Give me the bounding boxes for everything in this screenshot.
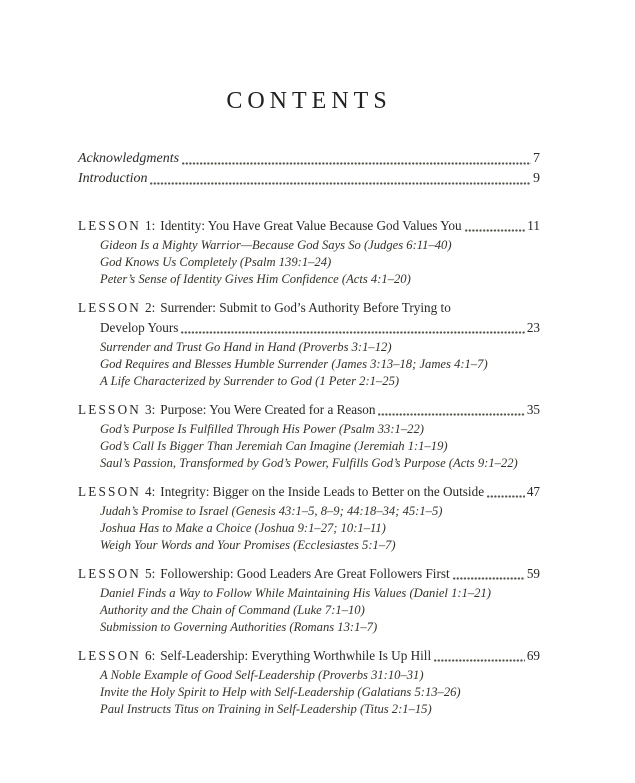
lesson-number: 2: (145, 300, 156, 315)
lesson-word: LESSON (78, 484, 142, 499)
lessons-section (78, 216, 540, 718)
lesson-title: Followership: Good Leaders Are Great Followers First (160, 566, 450, 581)
dot-leader (378, 413, 524, 416)
lesson-title: Purpose: You Were Created for a Reason (160, 402, 376, 417)
lesson-word: LESSON (78, 566, 142, 581)
lesson-word: LESSON (78, 402, 142, 417)
lesson-subentry: God Knows Us Completely (Psalm 139:1–24) (100, 255, 332, 269)
lesson-number: 4: (145, 484, 156, 499)
lesson-subentry: Saul’s Passion, Transformed by God’s Power, Fulfills God’s Purpose (Acts 9:1–22) (100, 456, 518, 470)
lesson-subentry: Judah’s Promise to Israel (Genesis 43:1–5, 8–9; 44:18–34; 45:1–5) (100, 504, 443, 518)
dot-leader (465, 229, 526, 232)
toc-entry-introduction (78, 169, 540, 189)
lesson-heading-continuation (78, 318, 540, 338)
lesson-heading (78, 646, 540, 666)
lesson-subentry: Invite the Holy Spirit to Help with Self-Leadership (Galatians 5:13–26) (100, 685, 461, 699)
lesson-subentry: Peter’s Sense of Identity Gives Him Confidence (Acts 4:1–20) (100, 272, 411, 286)
lesson-subentries (78, 237, 540, 288)
entry-label: Acknowledgments (78, 151, 180, 166)
lesson-subentry: Authority and the Chain of Command (Luke 7:1–10) (100, 603, 365, 617)
page-number: 59 (526, 566, 540, 581)
lesson-subentry: Paul Instructs Titus on Training in Self-Leadership (Titus 2:1–15) (100, 702, 432, 716)
lesson-heading (78, 482, 540, 502)
lesson-number: 5: (145, 566, 156, 581)
lesson-number: 1: (145, 218, 156, 233)
lesson-title: Self-Leadership: Everything Worthwhile Is Up Hill (160, 648, 432, 663)
dot-leader (487, 495, 525, 498)
lesson-heading (78, 564, 540, 584)
toc-lesson-4 (78, 482, 540, 554)
lesson-word: LESSON (78, 300, 142, 315)
lesson-subentry: Submission to Governing Authorities (Romans 13:1–7) (100, 620, 378, 634)
lesson-word: LESSON (78, 218, 142, 233)
lesson-heading (78, 400, 540, 420)
lesson-word: LESSON (78, 648, 142, 663)
lesson-subentry: Weigh Your Words and Your Promises (Ecclesiastes 5:1–7) (100, 538, 396, 552)
lesson-subentry: A Noble Example of Good Self-Leadership (Proverbs 31:10–31) (100, 668, 424, 682)
page-number: 9 (533, 171, 540, 186)
lesson-subentry: Gideon Is a Mighty Warrior—Because God Says So (Judges 6:11–40) (100, 238, 452, 252)
lesson-heading (78, 216, 540, 236)
lesson-subentry: A Life Characterized by Surrender to God (1 Peter 2:1–25) (100, 374, 400, 388)
toc-lesson-5 (78, 564, 540, 636)
page-title: CONTENTS (226, 88, 392, 114)
entry-label: Introduction (78, 171, 148, 186)
page-number: 11 (527, 218, 540, 233)
lesson-subentries (78, 667, 540, 718)
page-number: 23 (526, 320, 540, 335)
dot-leader (182, 162, 531, 165)
page-number: 69 (526, 648, 540, 663)
page-number: 7 (533, 151, 540, 166)
lesson-number: 3: (145, 402, 156, 417)
lesson-subentries (78, 503, 540, 554)
lesson-subentry: Joshua Has to Make a Choice (Joshua 9:1–27; 10:1–11) (100, 521, 386, 535)
dot-leader (434, 659, 525, 662)
toc-entry-acknowledgments (78, 149, 540, 169)
lesson-subentries (78, 585, 540, 636)
lesson-heading (78, 298, 540, 318)
toc-lesson-3 (78, 400, 540, 472)
toc-lesson-2 (78, 298, 540, 390)
toc-lesson-1 (78, 216, 540, 288)
lesson-title: Identity: You Have Great Value Because God Values You (160, 218, 462, 233)
dot-leader (453, 577, 525, 580)
dot-leader (181, 331, 524, 334)
lesson-subentry: God’s Call Is Bigger Than Jeremiah Can Imagine (Jeremiah 1:1–19) (100, 439, 448, 453)
toc-page (78, 0, 540, 728)
toc-lesson-6 (78, 646, 540, 718)
lesson-title-line2: Develop Yours (100, 320, 179, 335)
lesson-subentries (78, 339, 540, 390)
page-number: 35 (526, 402, 540, 417)
lesson-subentry: Daniel Finds a Way to Follow While Maintaining His Values (Daniel 1:1–21) (100, 586, 491, 600)
lesson-subentry: God Requires and Blesses Humble Surrender (James 3:13–18; James 4:1–7) (100, 357, 488, 371)
lesson-subentry: God’s Purpose Is Fulfilled Through His Power (Psalm 33:1–22) (100, 422, 424, 436)
dot-leader (150, 182, 531, 185)
page-number: 47 (526, 484, 540, 499)
lesson-title: Integrity: Bigger on the Inside Leads to Better on the Outside (160, 484, 485, 499)
lesson-number: 6: (145, 648, 156, 663)
lesson-title: Surrender: Submit to God’s Authority Before Trying to (160, 300, 451, 315)
front-matter-section (78, 149, 540, 189)
lesson-subentries (78, 421, 540, 472)
lesson-subentry: Surrender and Trust Go Hand in Hand (Proverbs 3:1–12) (100, 340, 392, 354)
